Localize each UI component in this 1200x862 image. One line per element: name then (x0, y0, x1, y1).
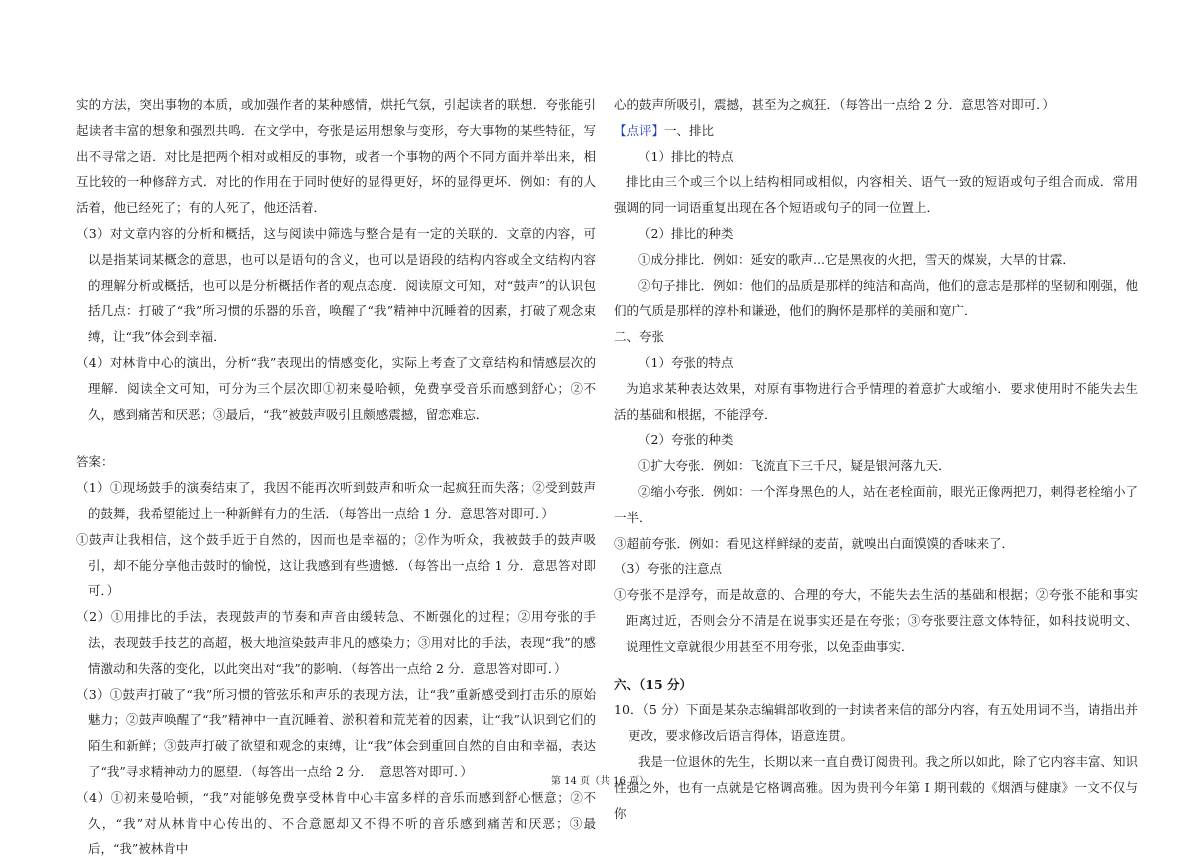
section-6-heading: 六、（15 分） (614, 676, 692, 692)
parallelism-type-2: ②句子排比．例如：他们的品质是那样的纯洁和高尚，他们的意志是那样的坚韧和刚强，他们的气质是那样的淳朴和谦逊，他们的胸怀是那样的美丽和宽广． (614, 277, 1139, 319)
hyperbole-type-3: ③超前夸张．例如：看见这样鲜绿的麦苗，就嗅出白面馍馍的香味来了． (614, 535, 1015, 551)
answer-1-continued: ①鼓声让我相信，这个鼓手近于自然的，因而也是幸福的；②作为听众，我被鼓手的鼓声吸引，却不能分享他击鼓时的愉悦，这让我感到有些遗憾．（每答出一点给 1 分．意思答对即可．） (76, 531, 596, 599)
hyperbole-types-heading: （2）夸张的种类 (638, 432, 734, 448)
answer-label: 答案： (76, 454, 114, 470)
question-10-letter: 我是一位退休的先生，长期以来一直自费订阅贵刊。我之所以如此，除了它内容丰富、知识性强之外，也有一点就是它格调高雅。因为贵刊今年第 Ⅰ 期刊载的《烟酒与健康》一文不仅与你 (614, 753, 1139, 821)
parallelism-features-heading: （1）排比的特点 (638, 148, 734, 164)
hyperbole-type-2: ②缩小夸张．例如：一个浑身黑色的人，站在老栓面前，眼光正像两把刀，刺得老栓缩小了一半． (614, 483, 1139, 525)
hyperbole-notes-text: ①夸张不是浮夸，而是故意的、合理的夸大，不能失去生活的基础和根据；②夸张不能和事实距离过近，否则会分不清是在说事实还是在夸张；③夸张要注意文体特征，如科技说明文、说理性文章就很少用甚至不用夸张，以免歪曲事实． (614, 587, 1138, 654)
right-column (614, 92, 1138, 826)
comment-heading (614, 118, 1138, 144)
left-column (76, 92, 596, 862)
analysis-paragraph-2-continued: 实的方法，突出事物的本质，或加强作者的某种感情，烘托气氛，引起读者的联想．夸张能引起读者丰富的想象和强烈共鸣．在文学中，夸张是运用想象与变形，夸大事物的某些特征，写出不寻常之语．对比是把两个相对或相反的事物，或者一个事物的两个不同方面并举出来，相互比较的一种修辞方式．对比的作用在于同时使好的显得更好，坏的显得更坏．例如：有的人活着，他已经死了；有的人死了，他还活着． (76, 97, 596, 216)
comment-tag: 【点评】 (614, 122, 665, 138)
parallelism-types-heading: （2）排比的种类 (638, 225, 734, 241)
hyperbole-type-1: ①扩大夸张．例如：飞流直下三千尺，疑是银河落九天． (638, 458, 951, 474)
answer-4-continued: 心的鼓声所吸引，震撼，甚至为之疯狂．（每答出一点给 2 分．意思答对即可．） (614, 97, 1055, 112)
parallelism-features-text: 排比由三个或三个以上结构相同或相似，内容相关、语气一致的短语或句子组合而成．常用强调的同一词语重复出现在各个短语或句子的同一位置上． (614, 174, 1138, 216)
hyperbole-notes-heading: （3）夸张的注意点 (614, 561, 722, 577)
answer-2: （2）①用排比的手法，表现鼓声的节奏和声音由缓转急、不断强化的过程；②用夸张的手法，表现鼓手技艺的高超，极大地渲染鼓声非凡的感染力；③用对比的手法，表现“我”的感情激动和失落的变化，以此突出对“我”的影响．（每答出一点给 2 分．意思答对即可．） (76, 609, 596, 676)
hyperbole-features-text: 为追求某种表达效果，对原有事物进行合乎情理的着意扩大或缩小．要求使用时不能失去生活的基础和根据，不能浮夸． (614, 380, 1138, 422)
parallelism-type-1: ①成分排比．例如：延安的歌声...它是黑夜的火把，雪天的煤炭，大旱的甘霖． (638, 251, 1075, 267)
analysis-paragraph-3: （3）对文章内容的分析和概括，这与阅读中筛选与整合是有一定的关联的．文章的内容，可以是指某词某概念的意思，也可以是语句的含义，也可以是语段的结构内容或全文结构内容的理解分析或概括，也可以是分析概括作者的观点态度．阅读原文可知，对“鼓声”的认识包括几点：打破了“我”所习惯的乐器的乐音，唤醒了“我”精神中沉睡着的因素，打破了观念束缚，让“我”体会到幸福． (76, 225, 596, 345)
hyperbole-heading: 二、夸张 (614, 329, 665, 345)
question-10: 10．（5 分）下面是某杂志编辑部收到的一封读者来信的部分内容，有五处用词不当，请指出并更改，要求修改后语言得体，语意连贯。 (614, 702, 1138, 744)
answer-3: （3）①鼓声打破了“我”所习惯的管弦乐和声乐的表现方法，让“我”重新感受到打击乐的原始魅力；②鼓声唤醒了“我”精神中一直沉睡着、淤积着和荒芜着的因素，让“我”认识到它们的陌生和新鲜；③鼓声打破了欲望和观念的束缚，让“我”体会到重回自然的自由和幸福，表达了“我”寻求精神动力的愿望．（每答出一点给 2 分． 意思答对即可．） (76, 686, 596, 779)
comment-section-1: 一、排比 (664, 122, 715, 138)
hyperbole-features-heading: （1）夸张的特点 (638, 354, 734, 370)
answer-4: （4）①初来曼哈顿，“我”对能够免费享受林肯中心丰富多样的音乐而感到舒心惬意；②不久，“我”对从林肯中心传出的、不合意愿却又不得不听的音乐感到痛苦和厌恶；③最后，“我”被林肯中 (76, 789, 596, 857)
answer-1: （1）①现场鼓手的演奏结束了，我因不能再次听到鼓声和听众一起疯狂而失落；②受到鼓声的鼓舞，我希望能过上一种新鲜有力的生活．（每答出一点给 1 分．意思答对即可．） (76, 480, 596, 521)
page-footer: 第 14 页（共 16 页） (550, 776, 650, 787)
analysis-paragraph-4: （4）对林肯中心的演出，分析“我”表现出的情感变化，实际上考查了文章结构和情感层次的理解．阅读全文可知，可分为三个层次即①初来曼哈顿，免费享受音乐而感到舒心；②不久，感到痛苦和厌恶；③最后，“我”被鼓声吸引且颇感震撼，留恋难忘． (76, 354, 596, 422)
